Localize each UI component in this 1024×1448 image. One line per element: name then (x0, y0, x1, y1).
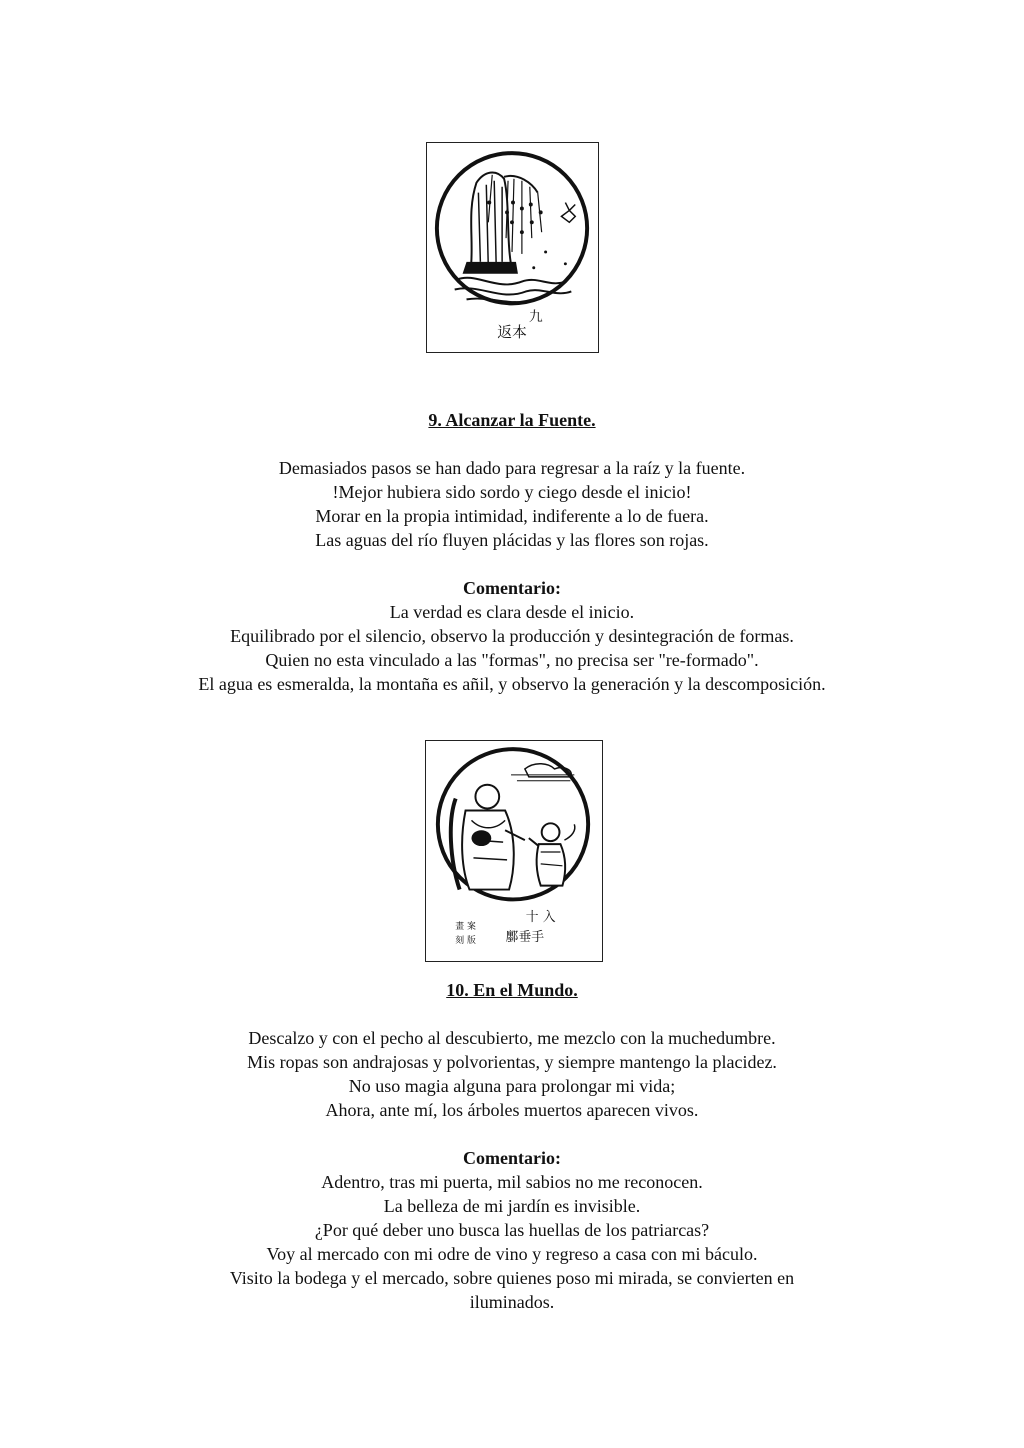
comment-label: Comentario: (463, 578, 561, 598)
section-heading: 10. En el Mundo. (446, 980, 578, 1000)
svg-text:返本: 返本 (497, 323, 527, 341)
comment-line: La belleza de mi jardín es invisible. (383, 1196, 641, 1216)
svg-text:畫 案: 畫 案 (455, 922, 476, 933)
verse-line: Mis ropas son andrajosas y polvorientas, y siempre mantengo la placidez. (247, 1052, 777, 1072)
comment-line: Equilibrado por el silencio, observo la producción y desintegración de formas. (230, 626, 794, 646)
comment-line: La verdad es clara desde el inicio. (389, 602, 635, 622)
comment-line: Voy al mercado con mi odre de vino y regreso a casa con mi báculo. (266, 1244, 758, 1264)
verse-line: Las aguas del río fluyen plácidas y las flores son rojas. (315, 530, 709, 550)
woodblock-illustration-9 (426, 142, 599, 353)
woodblock-two-figures-icon (426, 741, 602, 961)
comment-line: El agua es esmeralda, la montaña es añil, y observo la generación y la descomposición. (198, 674, 826, 694)
verse-line: Morar en la propia intimidad, indiferente a lo de fuera. (315, 506, 709, 526)
comment-line: Quien no esta vinculado a las "formas", no precisa ser "re-formado". (265, 650, 759, 670)
verse-line: !Mejor hubiera sido sordo y ciego desde el inicio! (332, 482, 692, 502)
verse-line: Ahora, ante mí, los árboles muertos aparecen vivos. (325, 1100, 699, 1120)
comment-line: iluminados. (469, 1292, 555, 1312)
woodblock-tree-river-icon (427, 143, 598, 352)
section-10 (0, 978, 1024, 1314)
section-heading: 9. Alcanzar la Fuente. (428, 410, 596, 430)
svg-text:鄽垂手: 鄽垂手 (505, 929, 545, 945)
comment-label: Comentario: (463, 1148, 561, 1168)
svg-text:刻 版: 刻 版 (455, 935, 476, 946)
comment-line: Adentro, tras mi puerta, mil sabios no me reconocen. (321, 1172, 703, 1192)
comment-line: Visito la bodega y el mercado, sobre quienes poso mi mirada, se convierten en (229, 1268, 795, 1288)
svg-text:九: 九 (528, 309, 543, 326)
comment-line: ¿Por qué deber uno busca las huellas de los patriarcas? (314, 1220, 710, 1240)
verse-line: Demasiados pasos se han dado para regresar a la raíz y la fuente. (278, 458, 746, 478)
svg-text:十 入: 十 入 (525, 910, 556, 926)
verse-line: No uso magia alguna para prolongar mi vida; (348, 1076, 676, 1096)
section-9 (0, 408, 1024, 696)
woodblock-illustration-10 (425, 740, 603, 962)
verse-line: Descalzo y con el pecho al descubierto, me mezclo con la muchedumbre. (248, 1028, 776, 1048)
